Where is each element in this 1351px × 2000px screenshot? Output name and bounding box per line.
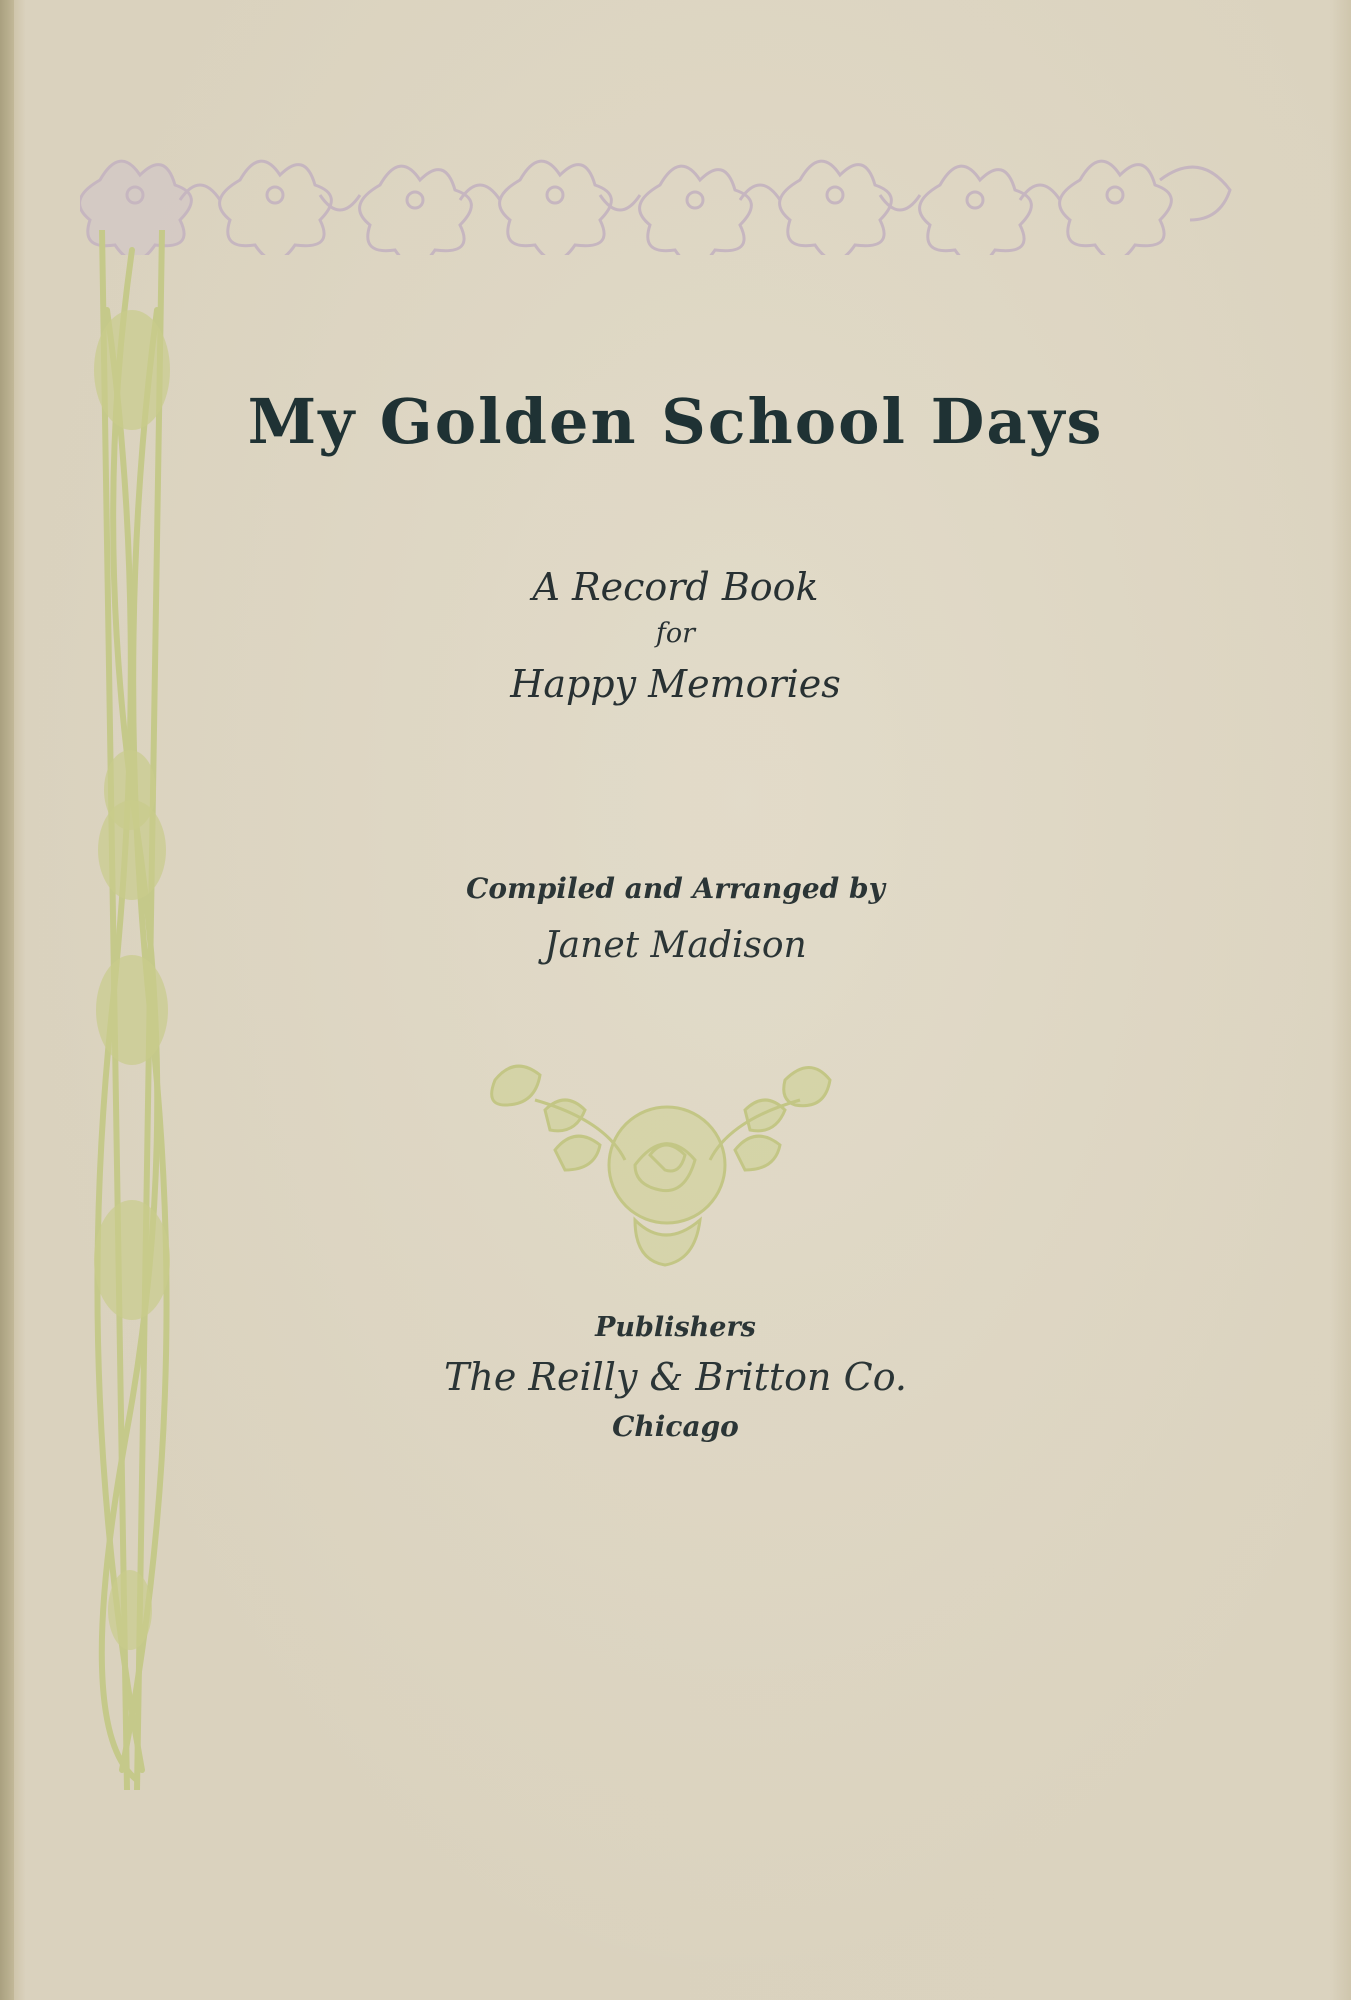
publisher-city: Chicago — [612, 1410, 739, 1443]
subtitle-line-2: for — [655, 618, 696, 649]
page-title: My Golden School Days — [247, 385, 1104, 458]
author-name: Janet Madison — [544, 925, 807, 966]
vine-border-ornament — [82, 230, 182, 1790]
subtitle-line-1: A Record Book — [532, 565, 819, 609]
subtitle-line-3: Happy Memories — [510, 662, 841, 706]
publishers-label: Publishers — [595, 1312, 756, 1343]
publisher-name: The Reilly & Britton Co. — [444, 1355, 907, 1399]
flower-border-ornament — [80, 140, 1240, 255]
page-edge — [0, 0, 14, 2000]
credit-line: Compiled and Arranged by — [466, 872, 885, 905]
rose-ornament-icon — [485, 1050, 850, 1280]
